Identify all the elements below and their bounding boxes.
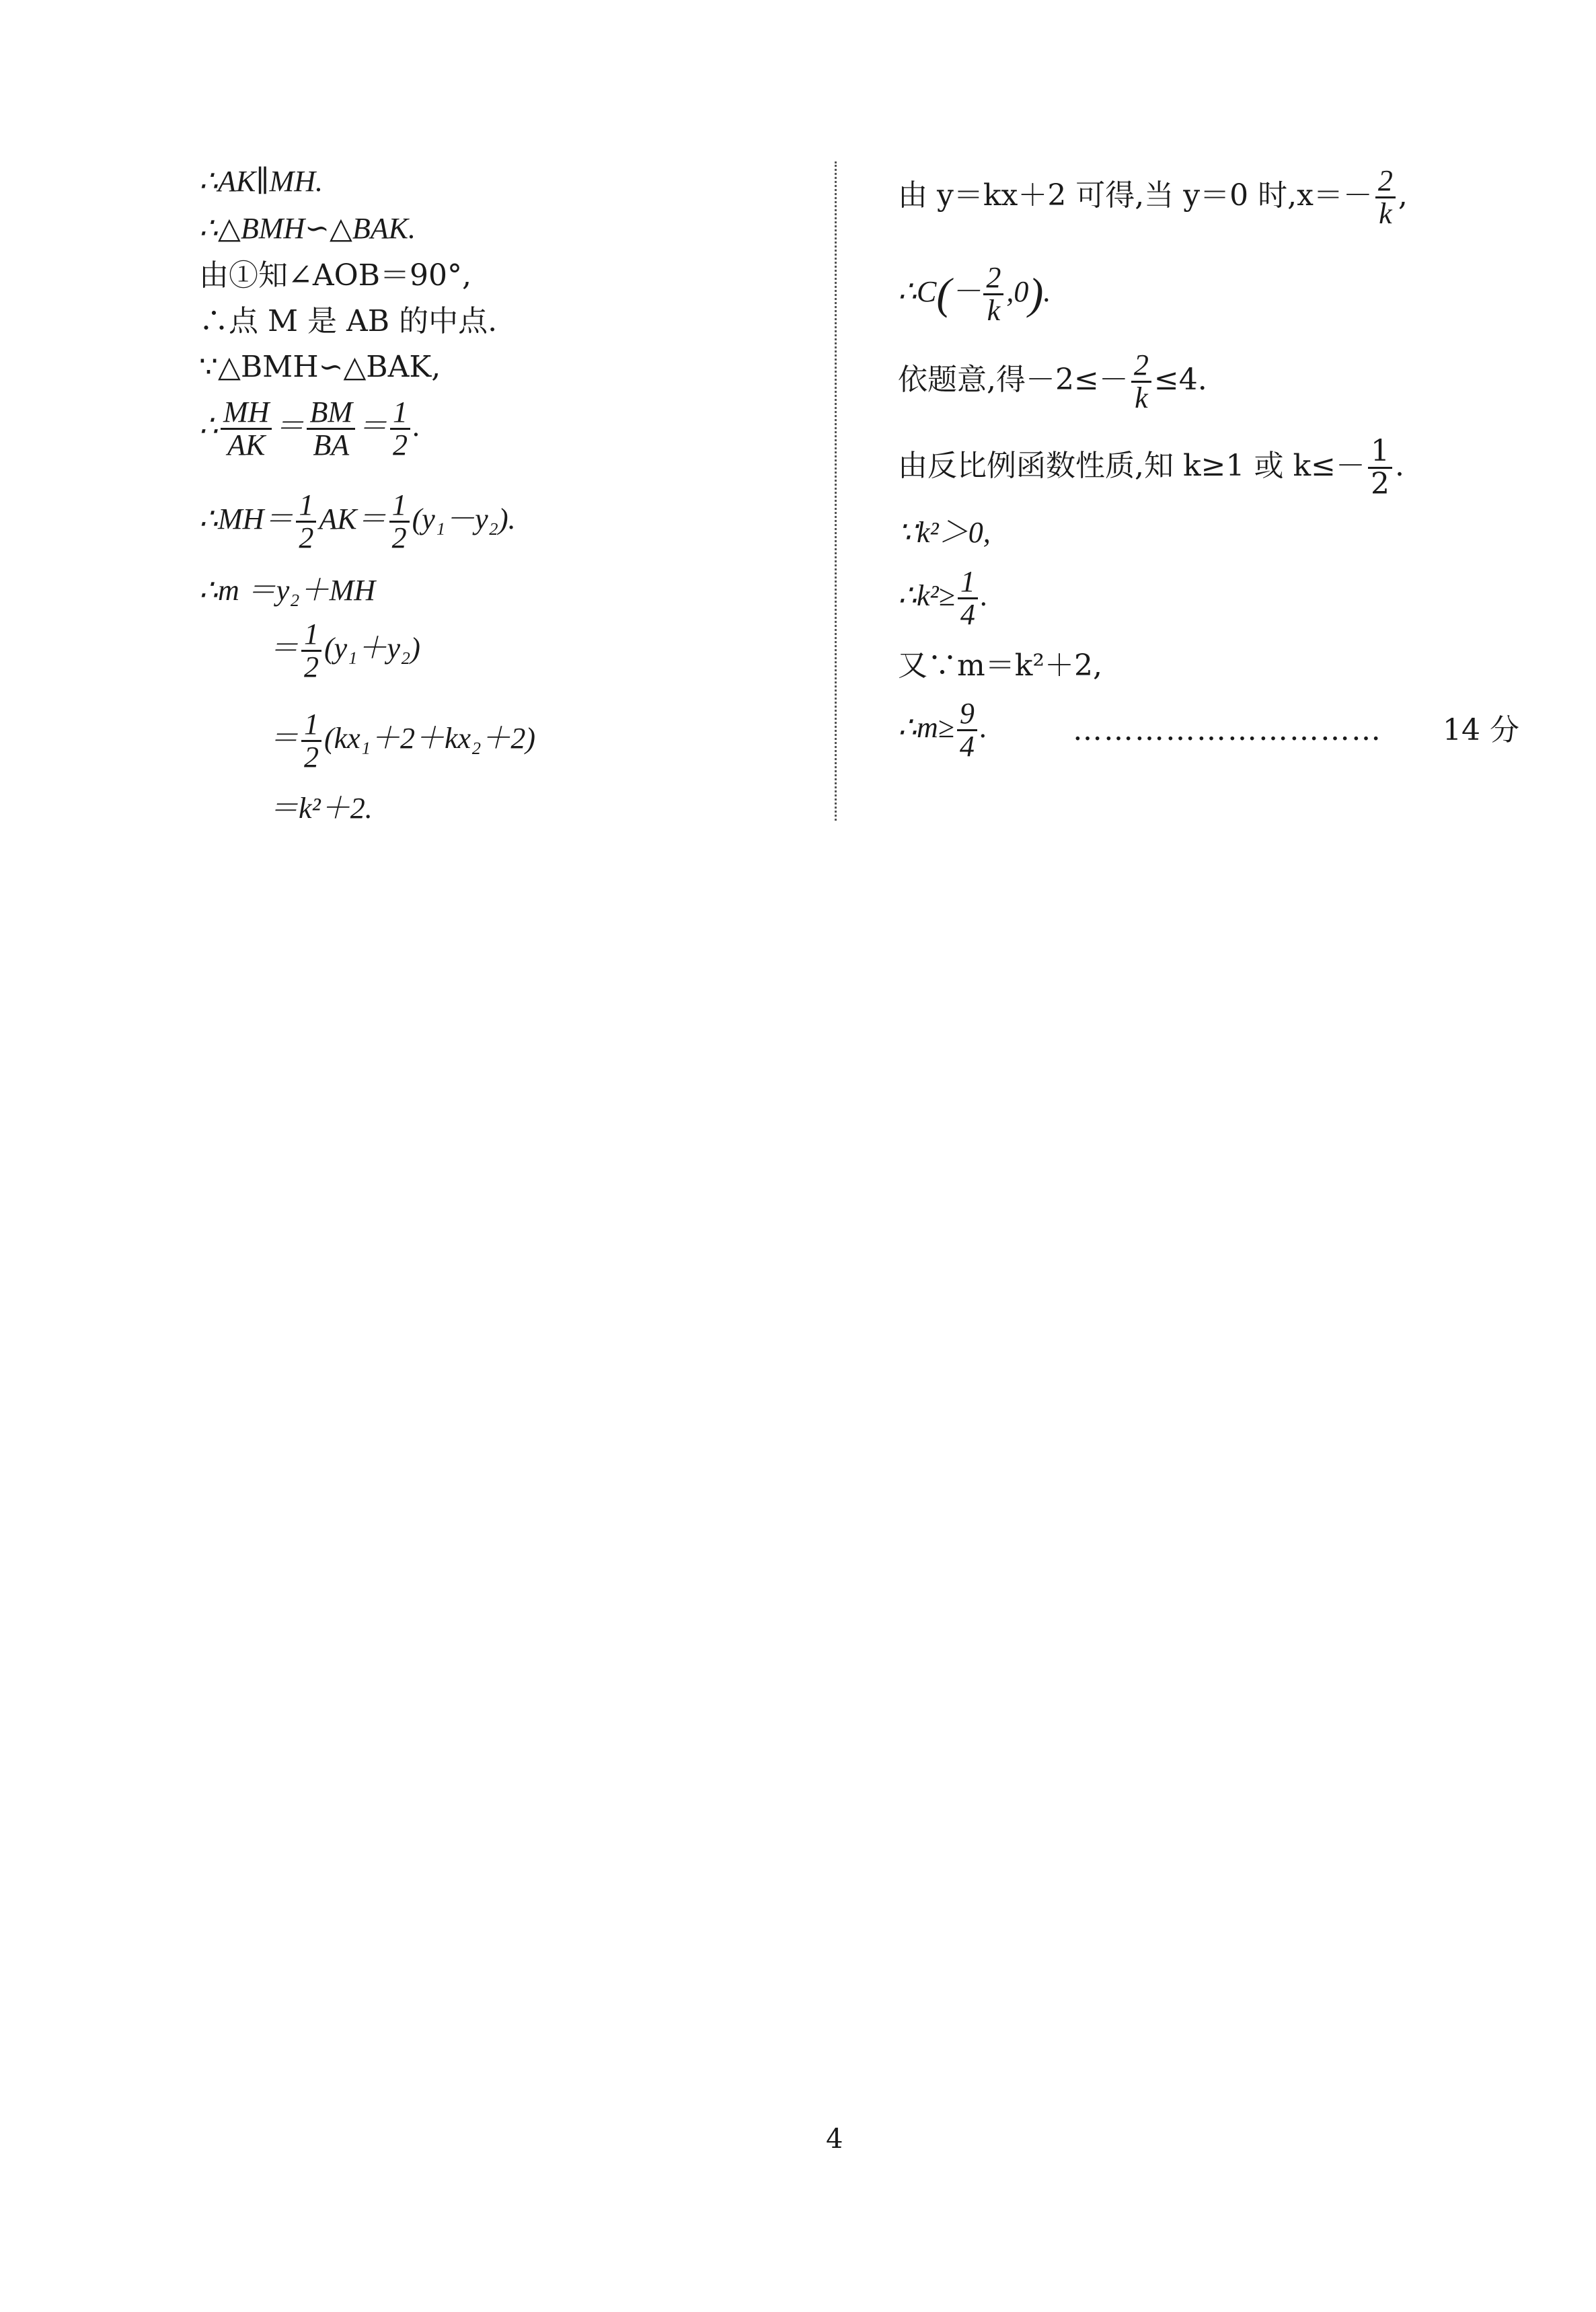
fraction-two-over-k: $\frac{2}{k}$ [983,262,1003,326]
left-line-6: ∴ $\frac{MH}{AK}$ ＝ $\frac{BM}{BA}$ ＝ $\frac{1}{2}$ . [199,396,420,462]
left-line-5: ∵△BMH∽△BAK, [199,350,441,384]
left-line-7: ∴MH＝ $\frac{1}{2}$ AK＝ $\frac{1}{2}$ (y₁－y₂). [199,488,516,555]
left-line-2: ∴△BMH∽△BAK. [199,212,416,245]
fraction-one-half: $\frac{1}{2}$ [1368,436,1392,500]
left-line-1: ∴AK∥MH. [199,165,323,198]
page-number: 4 [826,2124,843,2155]
fraction-bm-ba: $\frac{BM}{BA}$ [307,397,355,461]
fraction-two-over-k: $\frac{2}{k}$ [1131,350,1151,414]
right-line-6: ∴k²≥ $\frac{1}{4}$ . [898,565,988,632]
fraction-one-half: $\frac{1}{2}$ [301,619,321,683]
fraction-one-half: $\frac{1}{2}$ [389,490,410,554]
fraction-one-half: $\frac{1}{2}$ [296,490,316,554]
right-line-2: ∴C(－ $\frac{2}{k}$ ,0). [898,261,1051,328]
fraction-one-half: $\frac{1}{2}$ [390,397,410,461]
leader-dots: ………………………… [1073,713,1382,747]
left-line-10: ＝ $\frac{1}{2}$ (kx₁＋2＋kx₂＋2) [269,708,536,774]
fraction-one-half: $\frac{1}{2}$ [301,709,321,773]
left-line-8: ∴m ＝y₂＋MH [199,574,376,607]
right-line-8: ∴m≥ $\frac{9}{4}$ . [898,697,987,763]
score-label: 14 分 [1443,713,1519,747]
right-line-4: 由反比例函数性质,知 k≥1 或 k≤－ $\frac{1}{2}$ . [898,434,1404,502]
fraction-two-over-k: $\frac{2}{k}$ [1375,165,1396,229]
fraction-mh-ak: $\frac{MH}{AK}$ [221,397,272,461]
left-line-3: 由①知∠AOB＝90°, [199,258,472,293]
column-divider [835,161,837,821]
left-line-11: ＝k²＋2. [269,792,373,825]
right-line-1: 由 y＝kx＋2 可得,当 y＝0 时,x＝－ $\frac{2}{k}$ , [898,164,1408,231]
right-line-5: ∵k²＞0, [898,516,991,549]
right-line-7: 又∵m＝k²＋2, [898,648,1103,683]
left-line-9: ＝ $\frac{1}{2}$ (y₁＋y₂) [269,618,420,684]
fraction-one-quarter: $\frac{1}{4}$ [958,566,978,630]
left-line-4: ∴点 M 是 AB 的中点. [199,304,498,338]
fraction-nine-quarters: $\frac{9}{4}$ [957,698,977,762]
right-line-3: 依题意,得－2≤－ $\frac{2}{k}$ ≤4. [898,348,1207,415]
therefore-symbol: ∴ [199,409,218,443]
